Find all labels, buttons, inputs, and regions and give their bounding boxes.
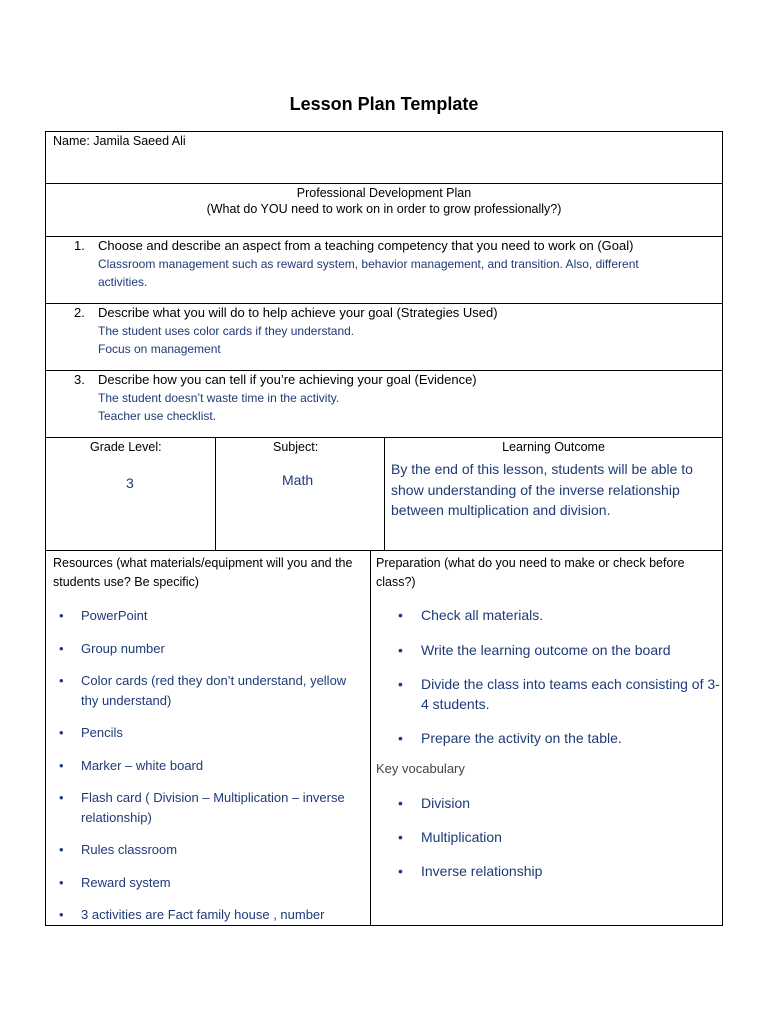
- goal-3-text: Describe how you can tell if you’re achieving your goal (Evidence): [98, 372, 477, 387]
- goal-1-details: [98, 255, 639, 291]
- resource-item: • Flash card ( Division – Multiplication – inverse relationship): [53, 788, 365, 828]
- outcome-label: Learning Outcome: [502, 440, 605, 454]
- goal-1-line-1: Classroom management such as reward system, behavior management, and transition. Also, different: [98, 257, 639, 271]
- preparation-cell: [370, 550, 723, 926]
- grade-cell: [45, 437, 216, 551]
- pd-title: Professional Development Plan: [296, 186, 472, 200]
- preparation-list: [376, 605, 720, 748]
- subject-value: Math: [282, 472, 314, 488]
- vocabulary-item: • Division: [376, 793, 720, 813]
- outcome-text: By the end of this lesson, students will be able to show understanding of the inverse relationship between multiplication and division.: [391, 461, 693, 518]
- preparation-item: • Divide the class into teams each consisting of 3-4 students.: [376, 674, 720, 714]
- goal-3-line-1: The student doesn’t waste time in the activity.: [98, 391, 340, 405]
- goal-1-text: Choose and describe an aspect from a teaching competency that you need to work on (Goal): [98, 238, 634, 253]
- vocabulary-item: • Multiplication: [376, 827, 720, 847]
- resource-item: • Pencils: [53, 723, 365, 743]
- resource-item: • Marker – white board: [53, 756, 365, 776]
- preparation-item: • Prepare the activity on the table.: [376, 728, 720, 748]
- vocabulary-item: • Inverse relationship: [376, 861, 720, 881]
- resources-cell: [45, 550, 371, 926]
- subject-label: Subject:: [273, 440, 319, 454]
- outcome-cell: [384, 437, 723, 551]
- pd-subtitle: (What do YOU need to work on in order to grow professionally?): [206, 202, 562, 216]
- goal-3-line-2: Teacher use checklist.: [98, 409, 217, 423]
- goal-2-details: [98, 322, 354, 358]
- grade-value: 3: [126, 475, 134, 491]
- vocabulary-list: [376, 793, 720, 881]
- subject-cell: [215, 437, 385, 551]
- goal-row-1: [45, 236, 723, 304]
- resource-item: • PowerPoint: [53, 606, 365, 626]
- grade-label: Grade Level:: [90, 440, 162, 454]
- resource-item: • 3 activities are Fact family house , number: [53, 905, 365, 925]
- resource-item: • Group number: [53, 639, 365, 659]
- resources-list: [53, 606, 365, 925]
- goal-1-number: 1.: [74, 238, 85, 253]
- goal-2-text: Describe what you will do to help achieve your goal (Strategies Used): [98, 305, 498, 320]
- name-row: [45, 131, 723, 184]
- goal-3-number: 3.: [74, 372, 85, 387]
- resource-item: • Reward system: [53, 873, 365, 893]
- goal-3-heading: [74, 372, 477, 387]
- document-title: Lesson Plan Template: [289, 94, 479, 114]
- goal-2-line-1: The student uses color cards if they understand.: [98, 324, 355, 338]
- name-line: Name: Jamila Saeed Ali: [53, 134, 186, 148]
- preparation-item: • Check all materials.: [376, 605, 720, 625]
- goal-2-heading: [74, 305, 498, 320]
- goal-row-2: [45, 303, 723, 371]
- resource-item: • Rules classroom: [53, 840, 365, 860]
- goal-row-3: [45, 370, 723, 438]
- preparation-heading: Preparation (what do you need to make or check before class?): [376, 556, 685, 589]
- goal-3-details: [98, 389, 339, 425]
- preparation-item: • Write the learning outcome on the board: [376, 640, 720, 660]
- resource-item: • Color cards (red they don’t understand, yellow thy understand): [53, 671, 365, 711]
- goal-1-heading: [74, 238, 633, 253]
- goal-1-line-2: activities.: [98, 275, 148, 289]
- pd-plan-row: [45, 183, 723, 237]
- vocab-heading: Key vocabulary: [376, 761, 465, 776]
- goal-2-number: 2.: [74, 305, 85, 320]
- goal-2-line-2: Focus on management: [98, 342, 221, 356]
- resources-heading: Resources (what materials/equipment will you and the students use? Be specific): [53, 556, 353, 589]
